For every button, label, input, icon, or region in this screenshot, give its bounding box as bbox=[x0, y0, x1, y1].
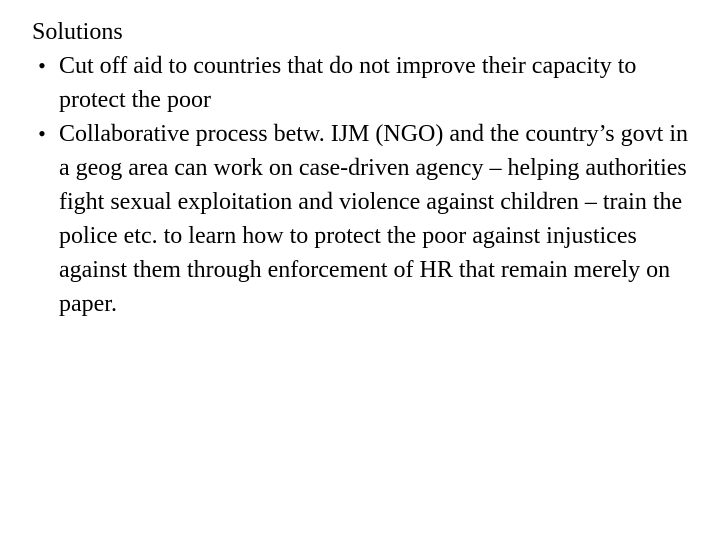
bullet-text: Cut off aid to countries that do not improve their capacity to protect the poor bbox=[59, 53, 637, 113]
slide-heading: Solutions bbox=[32, 19, 123, 45]
bullet-icon: • bbox=[38, 53, 46, 78]
bullet-list bbox=[32, 49, 702, 321]
bullet-text: Collaborative process betw. IJM (NGO) and the country’s govt in a geog area can work on case-driven agency – helping authorities fight sexual exploitation and violence against children – train the police etc. to learn how to protect the poor against injustices against them through enforcement of HR that remain merely on paper. bbox=[59, 121, 688, 317]
bullet-item-collaboration bbox=[32, 117, 702, 321]
bullet-item-aid bbox=[32, 49, 702, 117]
bullet-icon: • bbox=[38, 121, 46, 146]
